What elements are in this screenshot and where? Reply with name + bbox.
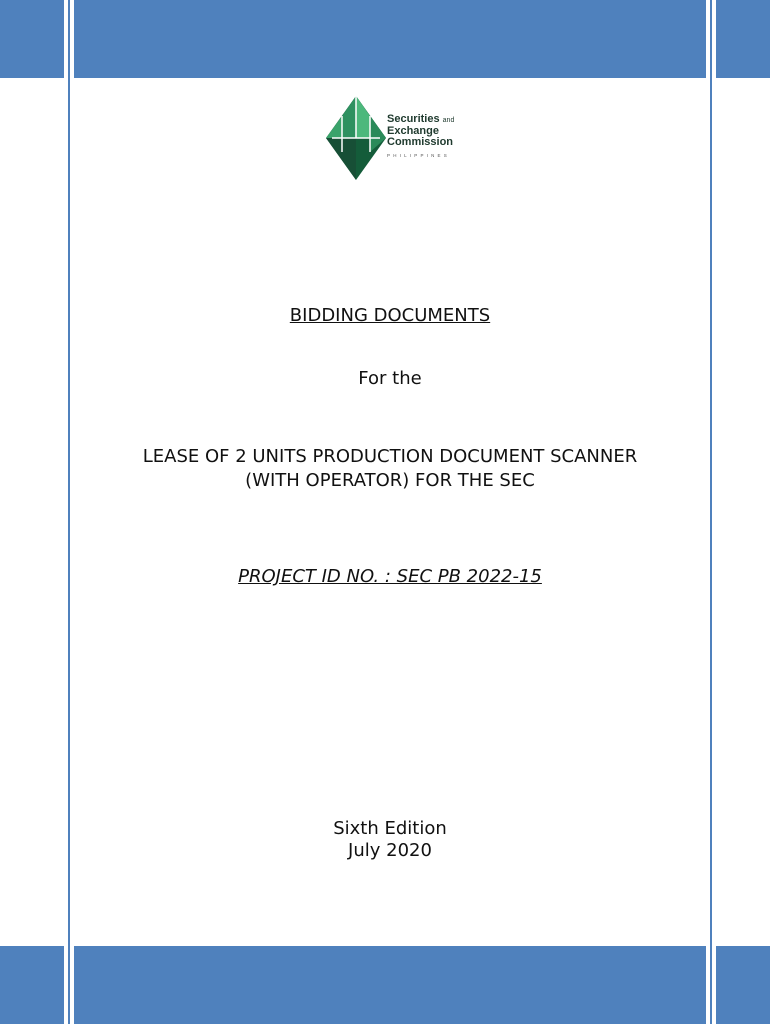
- document-title: BIDDING DOCUMENTS: [289, 305, 491, 326]
- edition: Sixth Edition: [333, 818, 447, 839]
- footer-band-left: [0, 946, 64, 1024]
- sec-logo-mark-icon: [324, 94, 388, 182]
- footer-band-right: [716, 946, 770, 1024]
- header-band-main: [74, 0, 706, 78]
- for-the-line: For the: [358, 368, 422, 389]
- project-name-line-1: LEASE OF 2 UNITS PRODUCTION DOCUMENT SCANNER: [142, 446, 638, 467]
- frame-line-right: [710, 0, 712, 1024]
- edition-date: July 2020: [348, 840, 432, 861]
- logo-subtitle: PHILIPPINES: [387, 153, 450, 158]
- frame-line-left: [68, 0, 70, 1024]
- header-band-right: [716, 0, 770, 78]
- logo-line-exchange: Exchange: [387, 125, 439, 137]
- sec-logo-text: [387, 114, 454, 161]
- footer-band-main: [74, 946, 706, 1024]
- logo-line-and: and: [442, 117, 455, 124]
- logo-line-commission: Commission: [387, 136, 454, 148]
- project-name-line-2: (WITH OPERATOR) FOR THE SEC: [245, 470, 535, 491]
- logo-line-securities: Securities: [387, 113, 440, 125]
- project-id: PROJECT ID NO. : SEC PB 2022-15: [238, 566, 542, 587]
- header-band-left: [0, 0, 64, 78]
- sec-logo: [324, 94, 474, 182]
